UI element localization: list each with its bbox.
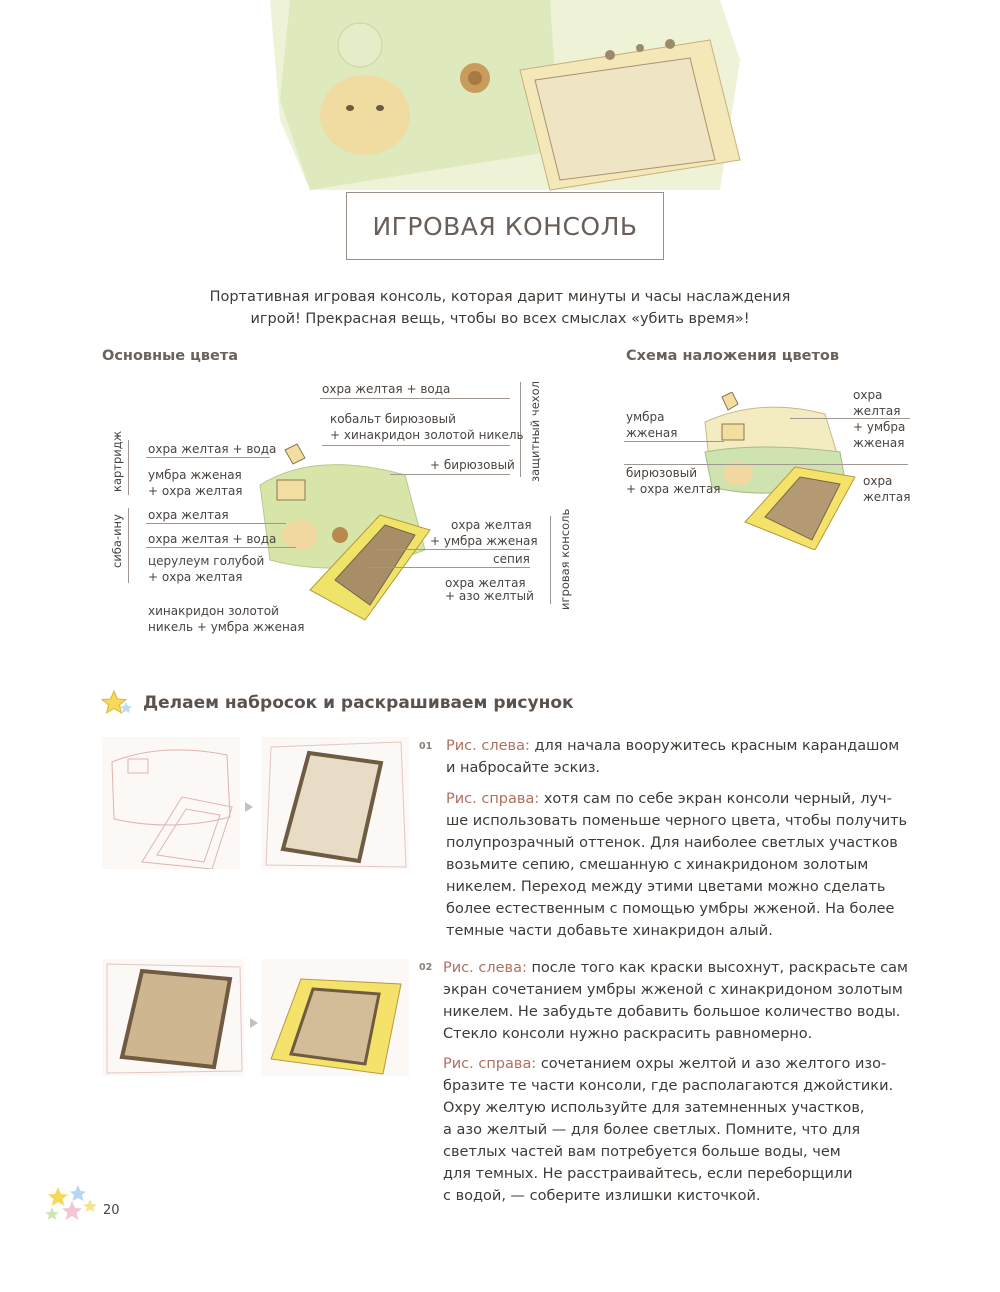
label-cartridge-2b: + охра желтая <box>148 484 243 498</box>
leader-line <box>322 445 510 446</box>
label-console-1a: охра желтая <box>451 518 532 532</box>
leader-line <box>146 457 270 458</box>
bracket-console <box>544 516 551 604</box>
leader-line <box>624 464 908 465</box>
group-case-label: защитный чехол <box>528 381 542 482</box>
page-number: 20 <box>103 1203 120 1218</box>
step2-left-image <box>102 959 244 1076</box>
intro-text <box>150 286 850 330</box>
step2-paragraph-1: Рис. слева: после того как краски высохнут, раскрасьте сам экран сочетанием умбры жженой с хинакридоном золотым никелем. Не забудьте добавить большое количество воды. Стекло консоли нужно раскрасить равномерно. <box>443 960 908 1042</box>
scheme-label-c2: желтая <box>853 404 901 418</box>
label-case-2a: кобальт бирюзовый <box>330 412 456 426</box>
leader-line <box>320 398 510 399</box>
label-shiba-1: охра желтая <box>148 508 229 522</box>
figure-ref: Рис. слева: <box>443 960 527 976</box>
label-console-1b: + умбра жженая <box>430 534 538 548</box>
intro-line-1: Портативная игровая консоль, которая дарит минуты и часы наслаждения <box>209 289 791 305</box>
scheme-label-c3: + умбра <box>853 420 906 434</box>
step-number: 02 <box>419 962 433 973</box>
label-bottom-b: никель + умбра жженая <box>148 620 305 634</box>
intro-line-2: игрой! Прекрасная вещь, чтобы во всех смыслах «убить время»! <box>250 311 750 327</box>
figure-ref: Рис. слева: <box>446 738 530 754</box>
label-case-2b: + хинакридон золотой никель <box>330 428 524 442</box>
group-shiba-label: сиба-ину <box>110 514 124 568</box>
label-case-3: + бирюзовый <box>430 458 515 472</box>
scheme-label-a2: жженая <box>626 426 678 440</box>
overlay-scheme-illustration <box>700 392 860 550</box>
scheme-label-a1: умбра <box>626 410 665 424</box>
scheme-label-c1: охра <box>853 388 883 402</box>
step1-left-image <box>102 737 240 869</box>
scheme-label-d1: охра <box>863 474 893 488</box>
page-title: ИГРОВАЯ КОНСОЛЬ <box>372 211 638 241</box>
basic-colors-illustration <box>255 440 435 625</box>
group-console-label: игровая консоль <box>558 508 572 610</box>
label-case-1: охра желтая + вода <box>322 382 451 396</box>
step1-paragraph-2: Рис. справа: хотя сам по себе экран консоли черный, луч- ше использовать поменьше черного цвета, чтобы получить полупрозрачный оттенок. Для наиболее светлых участков возьмите сепию, смешанную с хинакридоном золотым никелем. Переход между этими цветами можно сделать более естественным с помощью умбры жженой. На более темные части добавьте хинакридон алый. <box>446 791 908 939</box>
leader-line <box>146 523 286 524</box>
scheme-label-b2: + охра желтая <box>626 482 721 496</box>
scheme-label-c4: жженая <box>853 436 905 450</box>
scheme-label-d2: желтая <box>863 490 911 504</box>
leader-line <box>624 441 724 442</box>
scheme-label-b1: бирюзовый <box>626 466 697 480</box>
label-shiba-2: охра желтая + вода <box>148 532 277 546</box>
basic-colors-heading: Основные цвета <box>102 348 239 364</box>
arrow-icon <box>250 1013 258 1023</box>
figure-ref: Рис. справа: <box>446 791 540 807</box>
bracket-shiba <box>128 508 135 583</box>
step2-paragraph-2: Рис. справа: сочетанием охры желтой и азо желтого изо- бразите те части консоли, где располагаются джойстики. Охру желтую используйте для затемненных участков, а азо желтый — для более светлых. Помните, что для светлых частей вам потребуется больше воды, чем для темных. Не расстраивайтесь, если переборщили с водой, — соберите излишки кисточкой. <box>443 1056 894 1204</box>
stars-cluster-icon <box>42 1183 98 1225</box>
hero-illustration <box>250 0 750 195</box>
label-console-2: сепия <box>493 552 530 566</box>
step-number: 01 <box>419 741 433 752</box>
bracket-cartridge <box>128 440 135 495</box>
star-icon <box>100 688 132 718</box>
label-cartridge-2a: умбра жженая <box>148 468 242 482</box>
label-console-3a: охра желтая <box>445 576 526 590</box>
leader-line <box>146 547 296 548</box>
label-shiba-3a: церулеум голубой <box>148 554 265 568</box>
arrow-icon <box>245 797 253 807</box>
label-bottom-a: хинакридон золотой <box>148 604 279 618</box>
label-cartridge-1: охра желтая + вода <box>148 442 277 456</box>
step1-right-image <box>261 737 409 869</box>
overlay-scheme-heading: Схема наложения цветов <box>626 348 839 364</box>
leader-line <box>790 418 910 419</box>
figure-ref: Рис. справа: <box>443 1056 537 1072</box>
steps-heading: Делаем набросок и раскрашиваем рисунок <box>143 693 574 713</box>
step2-right-image <box>261 959 409 1076</box>
leader-line <box>390 474 510 475</box>
label-shiba-3b: + охра желтая <box>148 570 243 584</box>
title-box <box>346 192 664 260</box>
leader-line <box>375 549 530 550</box>
group-cartridge-label: картридж <box>110 430 124 492</box>
label-console-3b: + азо желтый <box>445 589 534 603</box>
step1-paragraph-1: Рис. слева: для начала вооружитесь красным карандашом и набросайте эскиз. <box>446 738 900 776</box>
leader-line <box>370 567 530 568</box>
